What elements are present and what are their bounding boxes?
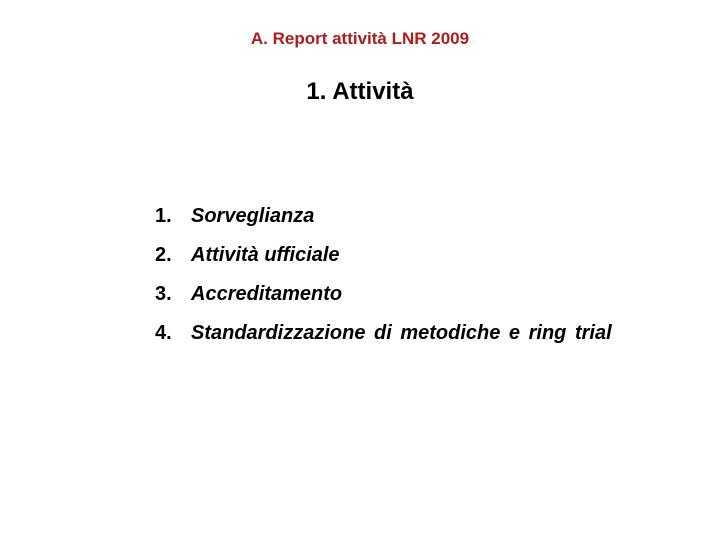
list-item-number: 4. [155, 322, 172, 344]
activity-list [155, 202, 665, 358]
list-item-label: Standardizzazione di metodiche e ring trial [191, 322, 612, 344]
list-item-label: Attività ufficiale [191, 244, 340, 266]
slide-header: A. Report attività LNR 2009 [250, 29, 470, 48]
list-item-label: Sorveglianza [191, 205, 315, 227]
list-item [155, 319, 665, 347]
list-item [155, 280, 665, 308]
list-item [155, 202, 665, 230]
list-item-label: Accreditamento [191, 283, 343, 305]
slide-title: 1. Attività [306, 78, 414, 105]
list-item-number: 1. [155, 205, 172, 227]
list-item-number: 2. [155, 244, 172, 266]
list-item [155, 241, 665, 269]
list-item-number: 3. [155, 283, 172, 305]
